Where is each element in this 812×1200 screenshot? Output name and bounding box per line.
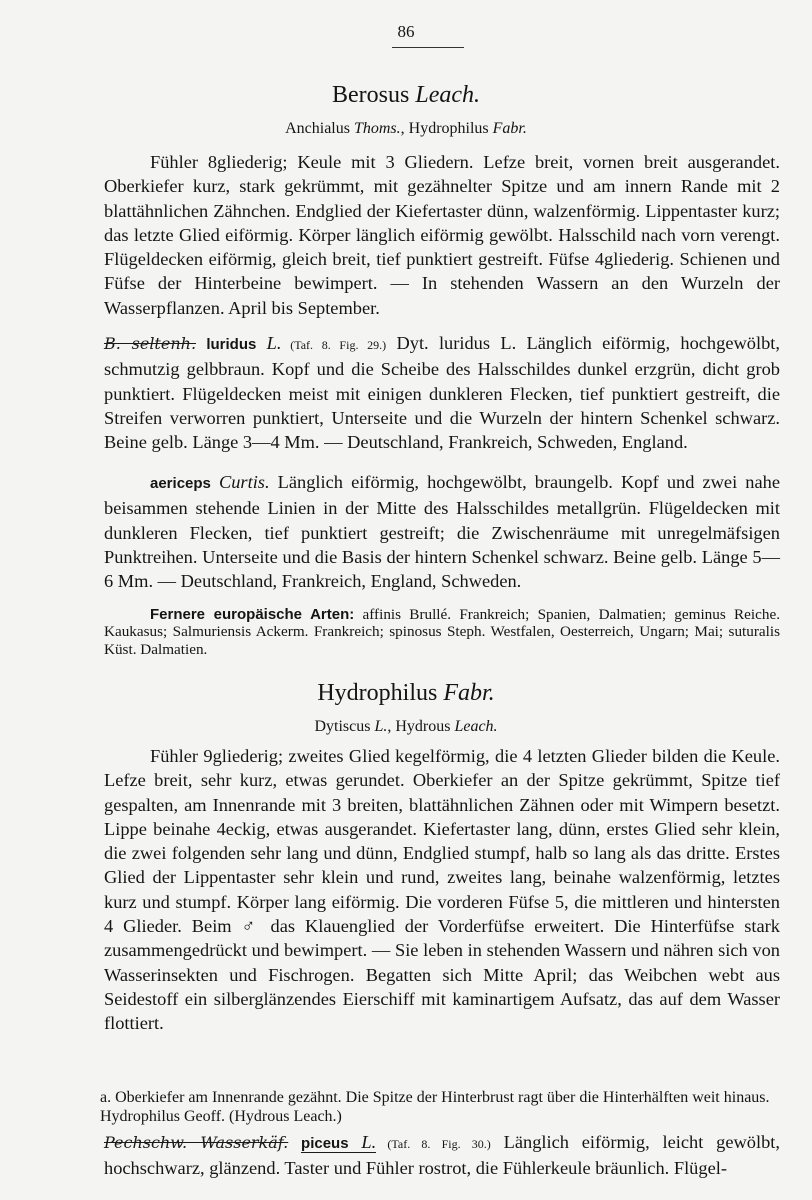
species-description: Länglich eiförmig, leicht gewölbt, hochschwarz, glänzend. Taster und Fühler rostrot, die Fühlerkeule bräunlich. Flügel-: [104, 1132, 780, 1179]
species-name: aericeps: [150, 475, 211, 492]
species-author: L.: [256, 333, 282, 353]
handwritten-annotation: B. seltenh.: [104, 334, 197, 353]
species-entry-piceus: [104, 1130, 780, 1181]
handwritten-annotation: Pechschw. Wasserkäf.: [104, 1133, 289, 1152]
genus-heading-berosus: [0, 82, 812, 109]
synonym-b: , Hydrophilus: [400, 120, 493, 137]
subgenus-note: a. Oberkiefer am Innenrande gezähnt. Die Spitze der Hinterbrust ragt über die Hinterhälften weit hinaus. Hydrophilus Geoff. (Hydrous Leach.): [100, 1089, 770, 1125]
species-entry-aericeps: [104, 470, 780, 593]
note-label: Fernere europäische Arten:: [150, 606, 355, 623]
synonym-b: , Hydrous: [387, 718, 455, 735]
species-description: Dyt. luridus L. Länglich eiförmig, hochgewölbt, schmutzig gelbbraun. Kopf und die Scheibe des Halsschildes dunkel erzgrün, dicht grob punktiert. Flügeldecken meist mit einigen dunkleren Flecken, tief punktiert gestreift, die Streifen verworren punktiert, Unterseite und die Wurzeln der hintern Schenkel schwarz. Beine gelb. Länge 3—4 Mm. — Deutschland, Frankreich, Schweden, England.: [104, 333, 780, 453]
genus-synonyms-berosus: [0, 120, 812, 138]
plate-reference: (Taf. 8. Fig. 30.): [376, 1137, 491, 1151]
genus-name: Berosus: [332, 82, 416, 108]
synonym-a: Anchialus: [285, 120, 354, 137]
genus-author: Leach.: [415, 82, 480, 108]
species-name: luridus: [206, 336, 257, 353]
genus-synonyms-hydrophilus: [0, 718, 812, 736]
species-description: Länglich eiförmig, hochgewölbt, braungelb. Kopf und zwei nahe beisammen stehende Linien in der Mitte des Halsschildes metallgrün. Flügeldecken mit dunkleren Flecken, tief punktiert gestreift; die Zwischenräume mit unregelmäfsigen Punktreihen. Unterseite und die Basis der hintern Schenkel schwarz. Beine gelb. Länge 5—6 Mm. — Deutschland, Frankreich, England, Schweden.: [104, 472, 780, 592]
synonym-b-author: Fabr.: [492, 120, 527, 137]
synonym-b-author: Leach.: [454, 718, 498, 735]
species-name: piceus: [301, 1135, 349, 1152]
other-species-note: [104, 606, 780, 658]
note-text: affinis Brullé. Frankreich; Spanien, Dalmatien; geminus Reiche. Kaukasus; Salmuriensis Ackerm. Frankreich; spinosus Steph. Westfalen, Oesterreich, Ungarn; Mai; suturalis Küst. Dalmatien.: [104, 606, 780, 658]
genus-description-berosus: Fühler 8gliederig; Keule mit 3 Gliedern. Lefze breit, vornen breit ausgerandet. Oberkiefer kurz, stark gekrümmt, mit gezähnelter Spitze und am innern Rande mit 2 blattähnlichen Zähnchen. Endglied der Kiefertaster dünn, walzenförmig. Lippentaster kurz; das letzte Glied eiförmig. Körper länglich eiförmig gewölbt. Halsschild nach vorn verengt. Flügeldecken eiförmig, gleich breit, tief punktiert gestreift. Füfse 4gliederig. Schienen und Füfse der Hinterbeine bewimpert. — In stehenden Wassern an den Wurzeln der Wasserpflanzen. April bis September.: [104, 152, 780, 318]
genus-description-hydrophilus: Fühler 9gliederig; zweites Glied kegelförmig, die 4 letzten Glieder bilden die Keule. Lefze breit, sehr kurz, etwas gerundet. Oberkiefer an der Spitze gekrümmt, Spitze tief gespalten, am Innenrande mit 3 breiten, blattähnlichen Zähnen oder mit Wimpern besetzt. Lippe beinahe 4eckig, etwas ausgerandet. Kiefertaster lang, dünn, erstes Glied sehr klein, die zwei folgenden sehr lang und dünn, Endglied stumpf, halb so lang als das dritte. Erstes Glied der Lippentaster sehr klein und rund, zweites lang, beinahe walzenförmig, letztes kurz und stumpf. Körper lang eiförmig. Die vorderen Füfse 5, die mittleren und hintersten 4 Glieder. Beim ♂ das Klauenglied der Vorderfüfse erweitert. Die Hinterfüfse stark zusammengedrückt und bewimpert. — Sie leben in stehenden Wassern und nähren sich von Wasserinsekten und Fischrogen. Begatten sich Mitte April; das Weibchen webt aus Seidestoff ein silberglänzendes Eierschiff mit kaminartigem Aufsatz, das auf dem Wasser flottiert.: [104, 746, 780, 1034]
species-entry-luridus: [104, 331, 780, 454]
synonym-a: Dytiscus: [314, 718, 375, 735]
page-number: 86: [397, 22, 415, 41]
header-rule: [392, 47, 464, 48]
genus-author: Fabr.: [443, 680, 495, 706]
synonym-a-author: Thoms.: [353, 120, 401, 137]
species-author: L.: [348, 1132, 377, 1152]
genus-heading-hydrophilus: [0, 680, 812, 707]
synonym-a-author: L.: [374, 718, 388, 735]
genus-name: Hydrophilus: [317, 680, 444, 706]
plate-reference: (Taf. 8. Fig. 29.): [281, 338, 387, 352]
species-author: Curtis.: [210, 472, 270, 492]
